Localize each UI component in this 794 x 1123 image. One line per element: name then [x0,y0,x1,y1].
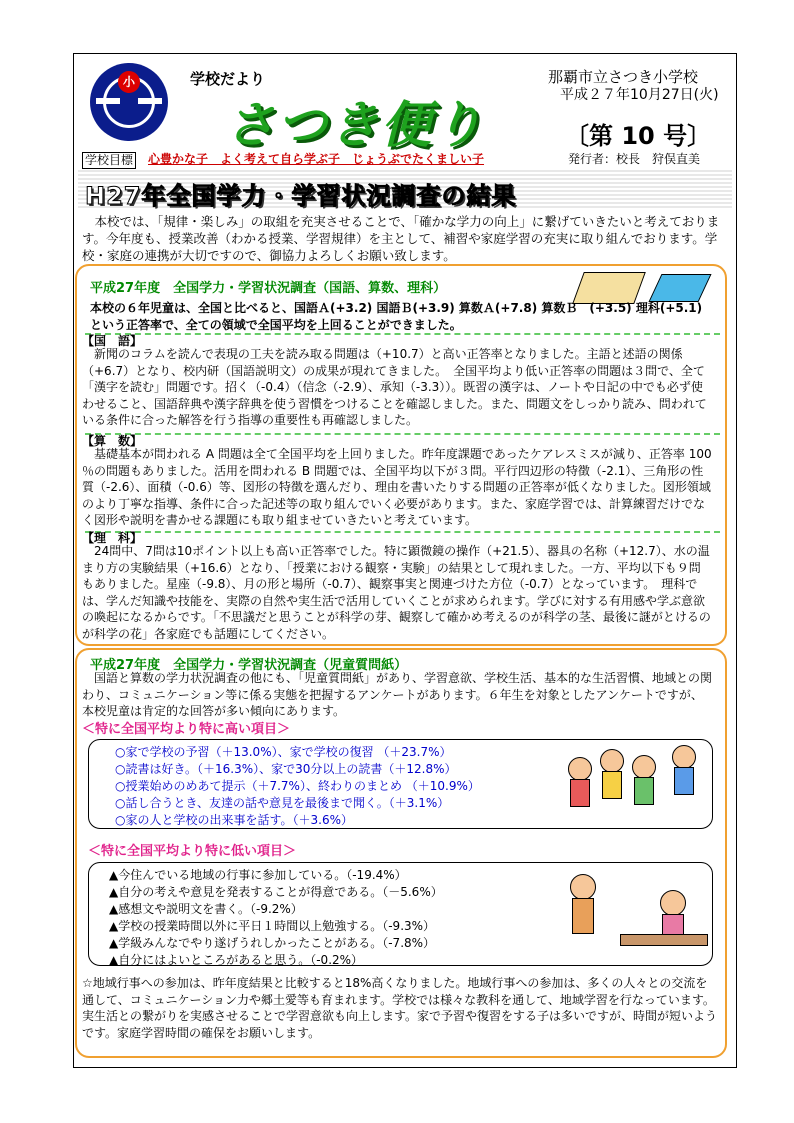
divider [85,333,720,335]
school-goal: 心豊かな子 よく考えて自ら学ぶ子 じょうぶでたくましい子 [148,152,485,166]
rika-heading: 【理 科】 [82,531,143,545]
rika-text: 24問中、7問は10ポイント以上も高い正答率でした。特に顕微鏡の操作（+21.5）、器具の名称（+12.7）、水の温まり方の実験結果（+16.6）となり、「授業における観察・実験」の結果として現れました。一方、平均以下も９問もありました。星座（-9.8）、月の形と場所（-0.7）、観察事実と関連づけた方位（-0.7）となっています。 理科では、学んだ知識や技能を、実際の自然や実生活で活用していくことが求められます。学びに対する有用感や学ぶ意欲の喚起になるからです。「不思議だと思うことが科学の芽、観察して確かめ考えるのが科学の茎、最後に謎がとけるのが科学の花」各家庭でも話題にしてください。 [82,544,711,641]
list-item: ○家で学校の予習（＋13.0%）、家で学校の復習 （＋23.7%） [115,745,452,759]
list-item: ○家の人と学校の出来事を話す。（＋3.6%） [115,813,353,827]
kokugo-heading: 【国 語】 [82,334,143,348]
divider [85,531,720,533]
children-playing-illustration [560,745,710,825]
sansu-heading: 【算 数】 [82,434,143,448]
low-items-heading: ＜特に全国平均より特に低い項目＞ [88,844,297,859]
list-item: ○読書は好き。（＋16.3%）、家で30分以上の読書（＋12.8%） [115,762,457,776]
survey-intro: 国語と算数の学力状況調査の他にも、「児童質問紙」があり、学習意欲、学校生活、基本的な生活習慣、地域との関わり、コミュニケーション等に係る実態を把握するアンケートがあります。６年生を対象としたアンケートですが、本校児童は肯定的な回答が多い傾向にあります。 [82,671,713,718]
results-summary: 本校の６年児童は、全国と比べると、国語Ａ(+3.2) 国語Ｂ(+3.9) 算数Ａ(+7.8) 算数Ｂ (+3.5) 理科(+5.1)という正答率で、全ての領域で全国平均を上回ることができました。 [90,301,703,332]
headline: H27年全国学力・学習状況調査の結果 [85,182,517,210]
children-studying-illustration [560,868,710,960]
list-item: ○話し合うとき、友達の話や意見を最後まで聞く。（＋3.1%） [115,796,450,810]
list-item: ○授業始めのめあて提示（＋7.7%）、終わりのまとめ （＋10.9%） [115,779,480,793]
list-item: ▲学校の授業時間以外に平日１時間以上勉強する。（-9.3%） [109,919,436,933]
intro-paragraph: 本校では、「規律・楽しみ」の取組を充実させることで、「確かな学力の向上」に繋げていきたいと考えております。今年度も、授業改善（わかる授業、学習規律）を主として、補習や家庭学習の充実に取り組んでおります。学校・家庭の連携が大切ですので、御協力よろしくお願い致します。 [82,214,720,263]
list-item: ▲今住んでいる地域の行事に参加している。（-19.4%） [109,868,407,882]
issue-date: 平成２７年10月27日(火) [560,87,719,103]
list-item: ▲自分にはよいところがあると思う。（-0.2%） [109,953,364,967]
issue-number: 〔第 10 号〕 [565,122,712,150]
goal-label: 学校目標 [82,152,136,169]
high-items-heading: ＜特に全国平均より特に高い項目＞ [82,722,291,737]
list-item: ▲学級みんなでやり遂げうれしかったことがある。（-7.8%） [109,936,436,950]
section-results-title: 平成27年度 全国学力・学習状況調査（国語、算数、理科） [90,281,447,296]
school-name: 那覇市立さつき小学校 [548,68,699,86]
sansu-text: 基礎基本が問われる A 問題は全て全国平均を上回りました。昨年度課題であったケアレスミスが減り、正答率 100 ％の問題もありました。活用を問われる B 問題では、全国平均以下が３問。平行四辺形の特徴（-2.1）、三角形の性質（-2.6）、面積（-0.6）等、図形の特徴を選んだり、理由を書いたりする問題の正答率が低くなりました。図形領域のより丁寧な指導、条件に合った記述等の取り組んでいく必要があります。また、家庭学習では、計算練習だけでなく図形や説明を書かせる課題にも取り組ませていきたいと考えています。 [82,447,712,527]
closing-paragraph: ☆地域行事への参加は、昨年度結果と比較すると18%高くなりました。地域行事への参加は、多くの人々との交流を通して、コミュニケーション力や郷土愛等も育まれます。学校では様々な教科を通して、地域学習を行なっています。実生活との繋がりを実感させることで学習意欲も向上します。家で予習や復習をする子は多いですが、時間が短いようです。家庭学習時間の確保をお願いします。 [82,976,718,1040]
list-item: ▲自分の考えや意見を発表することが得意である。（－5.6%） [109,885,443,899]
publisher: 発行者：校長 狩俣直美 [568,152,701,166]
section-survey-title: 平成27年度 全国学力・学習状況調査（児童質問紙） [90,658,408,673]
list-item: ▲感想文や説明文を書く。（-9.2%） [109,902,303,916]
kokugo-text: 新聞のコラムを読んで表現の工夫を読み取る問題は（+10.7）と高い正答率となりました。主語と述語の関係（+6.7）となり、校内研（国語説明文）の成果が現れてきました。 全国平均より低い正答率の問題は３問で、全て「漢字を読む」問題です。招く（-0.4）（信念（-2.9）、承知（-3.3））。既習の漢字は、ノートや日記の中でも必ず使わせること、国語辞典や漢字辞典を使う習慣をつけることを確認しました。また、問題文をしっかり読み、問われている条件に合った解答を行う指導の重要性も再確認しました。 [82,347,707,427]
school-logo: 小 [90,63,168,141]
newsletter-title: さつき便り [225,96,485,154]
newsletter-label: 学校だより [190,70,266,88]
divider [85,433,720,435]
